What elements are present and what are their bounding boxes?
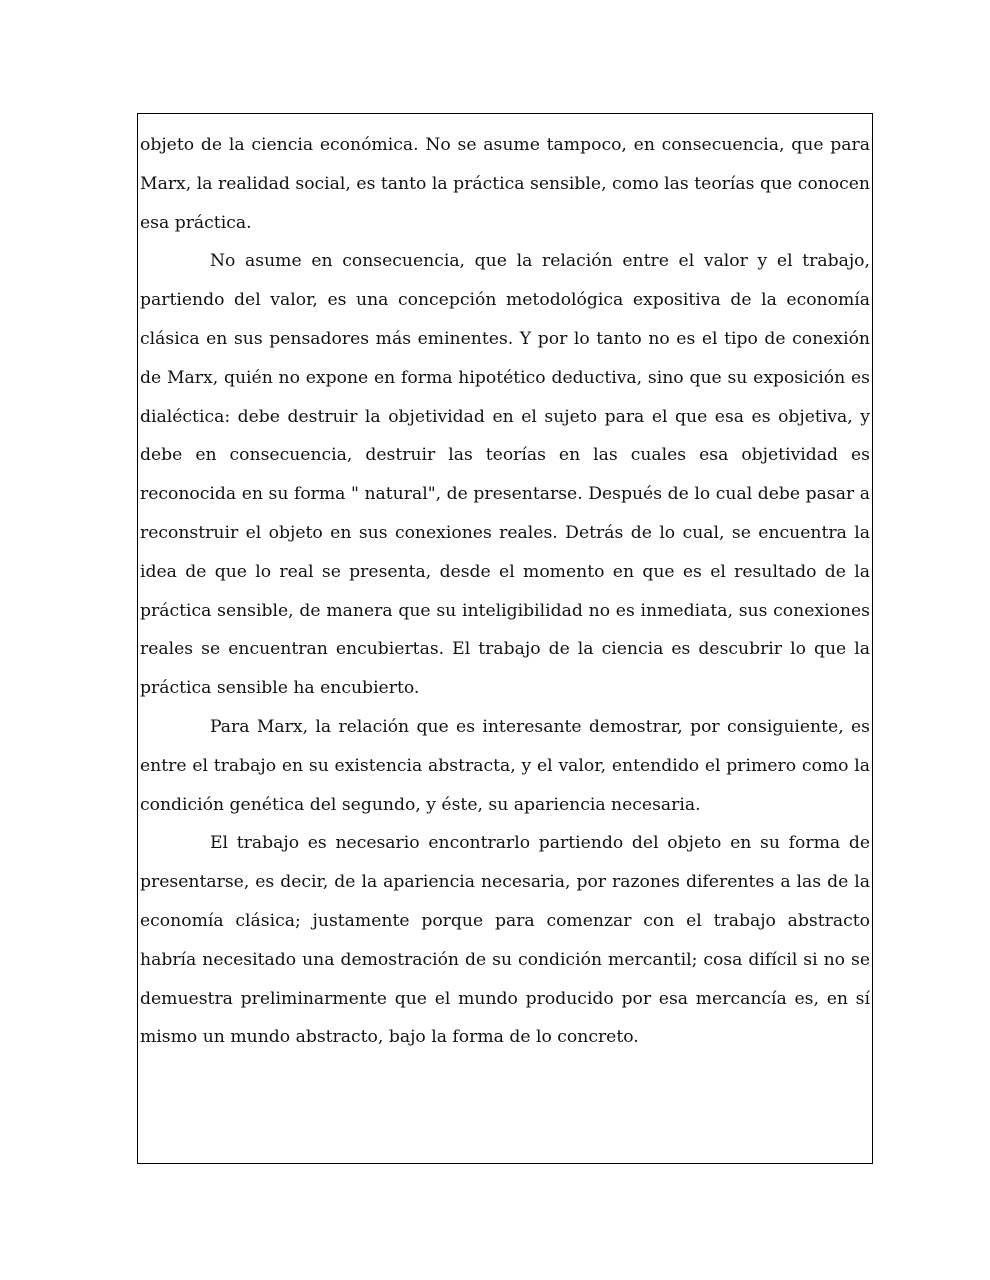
paragraph-2: No asume en consecuencia, que la relación entre el valor y el trabajo, partiendo del valor, es una concepción metodológica expositiva de la economía clásica en sus pensadores más eminentes. Y por lo tanto no es el tipo de conexión de Marx, quién no expone en forma hipotético deductiva, sino que su exposición es dialéctica: debe destruir la objetividad en el sujeto para el que esa es objetiva, y debe en consecuencia, destruir las teorías en las cuales esa objetividad es reconocida en su forma " natural", de presentarse. Después de lo cual debe pasar a reconstruir el objeto en sus conexiones reales. Detrás de lo cual, se encuentra la idea de que lo real se presenta, desde el momento en que es el resultado de la práctica sensible, de manera que su inteligibilidad no es inmediata, sus conexiones reales se encuentran encubiertas. El trabajo de la ciencia es descubrir lo que la práctica sensible ha encubierto. bbox=[140, 251, 870, 699]
paragraph-3: Para Marx, la relación que es interesante demostrar, por consiguiente, es entre el trabajo en su existencia abstracta, y el valor, entendido el primero como la condición genética del segundo, y éste, su apariencia necesaria. bbox=[140, 716, 870, 815]
paragraph-1: objeto de la ciencia económica. No se asume tampoco, en consecuencia, que para Marx, la realidad social, es tanto la práctica sensible, como las teorías que conocen esa práctica. bbox=[140, 135, 870, 233]
paragraph-4: El trabajo es necesario encontrarlo partiendo del objeto en su forma de presentarse, es decir, de la apariencia necesaria, por razones diferentes a las de la economía clásica; justamente porque para comenzar con el trabajo abstracto habría necesitado una demostración de su condición mercantil; cosa difícil si no se demuestra preliminarmente que el mundo producido por esa mercancía es, en sí mismo un mundo abstracto, bajo la forma de lo concreto. bbox=[140, 833, 870, 1048]
text-frame bbox=[137, 113, 873, 1164]
